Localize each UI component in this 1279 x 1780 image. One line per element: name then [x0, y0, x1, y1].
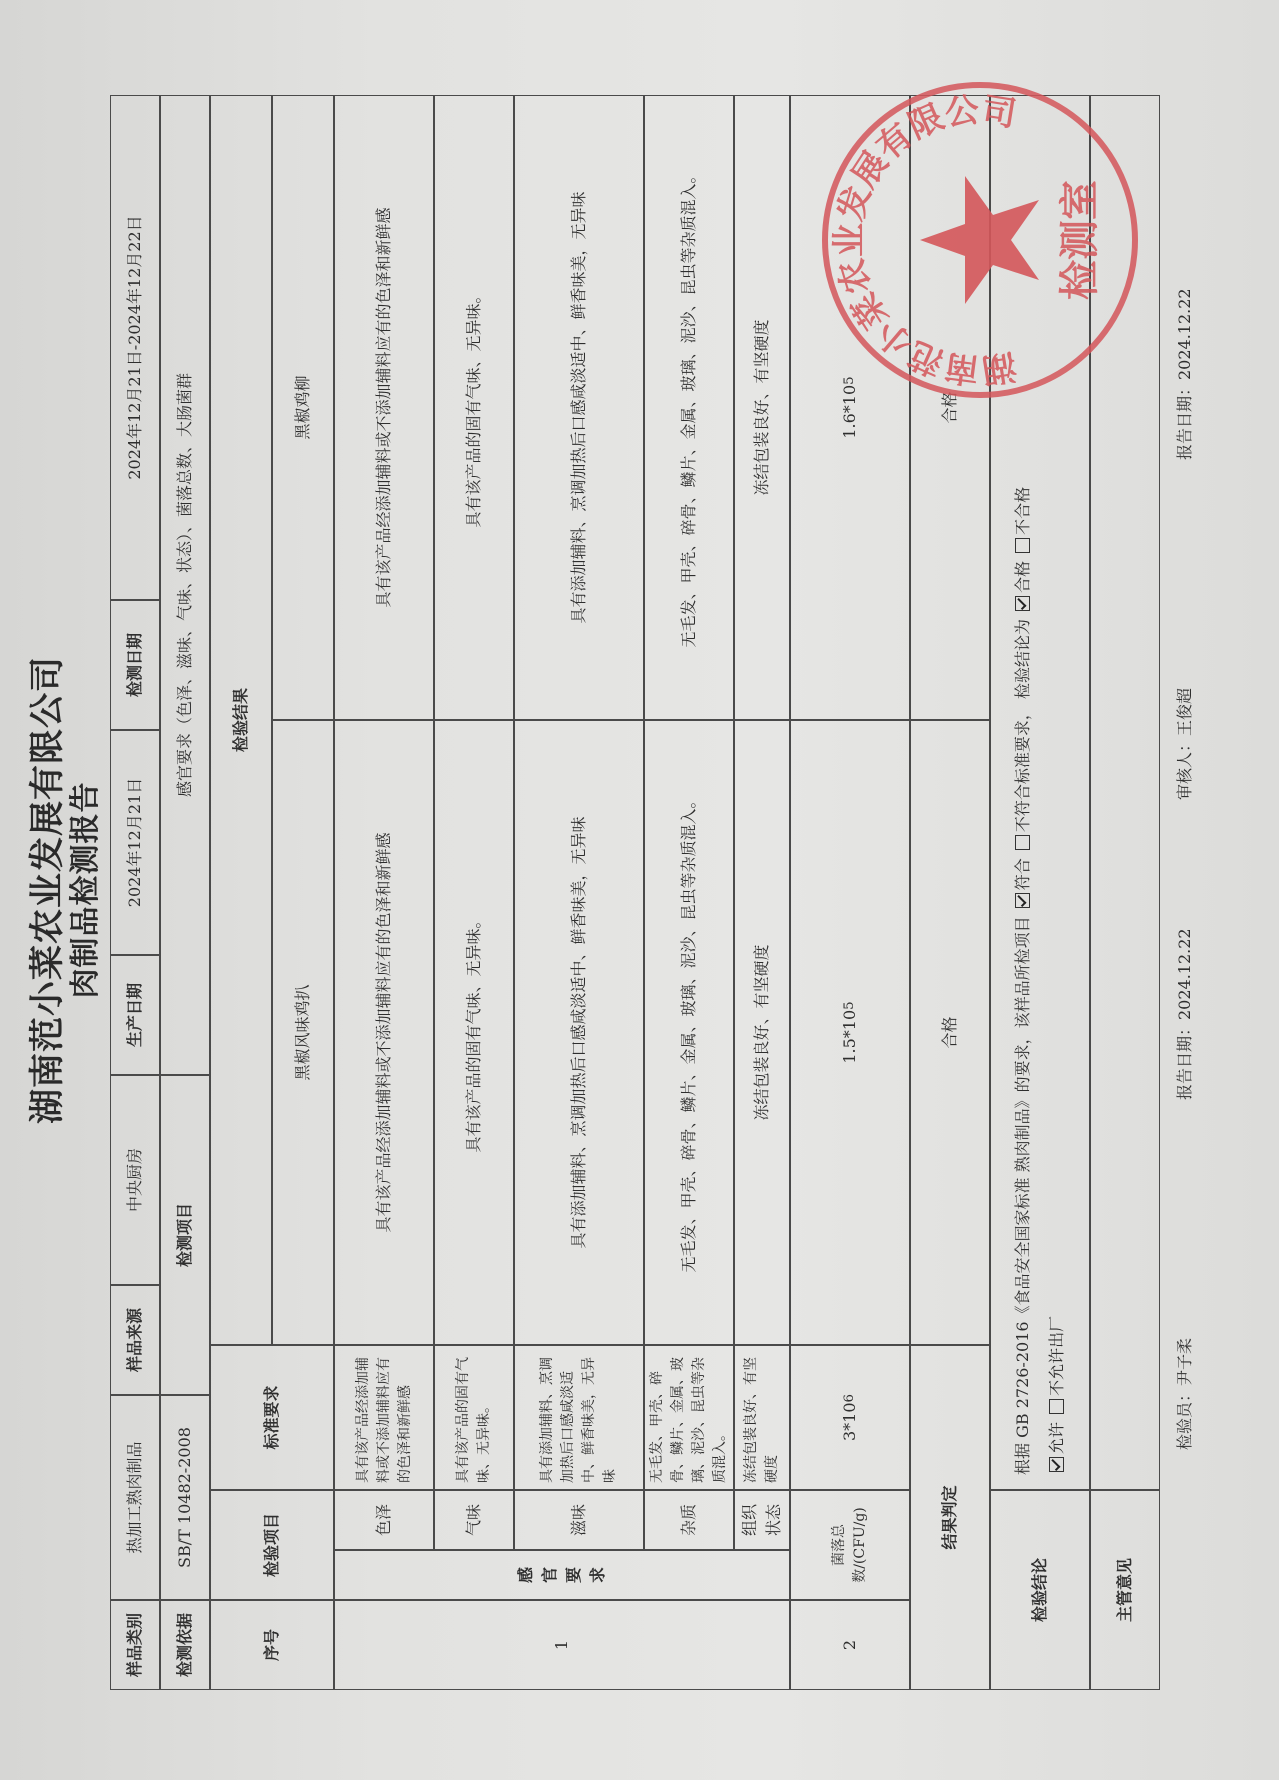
judge-result-2: 合格: [910, 95, 990, 720]
texture-result-2: 冻结包装良好、有坚硬度: [734, 95, 790, 720]
nonconform-label: 不符合标准要求，: [1013, 704, 1032, 833]
colony-standard-base: 3*10: [840, 1402, 859, 1442]
manager-label: 主管意见: [1090, 1490, 1160, 1690]
impurity-item: 杂质: [644, 1490, 734, 1550]
judge-result-1: 合格: [910, 720, 990, 1345]
impurity-standard: 无毛发、甲壳、碎骨、鳞片、金属、玻璃、泥沙、昆虫等杂质混入。: [644, 1345, 734, 1490]
header-seq: 序号: [210, 1600, 334, 1690]
report-date-1: 报告日期：2024.12.22: [1175, 928, 1194, 1100]
report-date-2: 报告日期：2024.12.22: [1175, 288, 1194, 460]
prod-date-label: 生产日期: [110, 955, 160, 1075]
impurity-result-2: 无毛发、甲壳、碎骨、鳞片、金属、玻璃、泥沙、昆虫等杂质混入。: [644, 95, 734, 720]
allow-label: 允许: [1047, 1421, 1066, 1454]
smell-standard: 具有该产品的固有气味、无异味。: [434, 1345, 514, 1490]
color-result-1: 具有该产品经添加辅料或不添加辅料应有的色泽和新鲜感: [334, 720, 434, 1345]
sensory-group-label: 感官要求: [334, 1550, 790, 1600]
reviewer: 审核人：王俊超: [1175, 687, 1194, 800]
deny-label: 不允许出厂: [1047, 1315, 1066, 1396]
sample-1-name: 黑椒风味鸡扒: [272, 720, 334, 1345]
items-value: 感官要求（色泽、滋味、气味、状态）、菌落总数、大肠菌群: [160, 95, 210, 1075]
texture-item: 组织状态: [734, 1490, 790, 1550]
taste-result-2: 具有添加辅料、烹调加热后口感咸淡适中、鲜香味美，无异味: [514, 95, 644, 720]
colony-standard-exp: 6: [842, 1393, 857, 1403]
taste-item: 滋味: [514, 1490, 644, 1550]
impurity-result-1: 无毛发、甲壳、碎骨、鳞片、金属、玻璃、泥沙、昆虫等杂质混入。: [644, 720, 734, 1345]
colony-result-1: [790, 720, 910, 1345]
colony-item: 菌落总数/(CFU/g): [790, 1490, 910, 1600]
row-seq-1: 1: [334, 1600, 790, 1690]
fail-label: 不合格: [1013, 486, 1032, 535]
stamp-ring-text: 湖南范小菜农业发展有限公司: [829, 90, 1020, 390]
source-value: 中央厨房: [110, 1075, 160, 1285]
items-label: 检测项目: [160, 1075, 210, 1395]
conclusion-label: 检验结论: [990, 1490, 1090, 1690]
test-date-value: 2024年12月21日-2024年12月22日: [110, 95, 160, 600]
color-standard: 具有该产品经添加辅料或不添加辅料应有的色泽和新鲜感: [334, 1345, 434, 1490]
report-title: 肉制品检测报告: [68, 781, 103, 999]
company-title: 湖南范小菜农业发展有限公司: [27, 656, 68, 1125]
source-label: 样品来源: [110, 1285, 160, 1395]
pass-checkbox[interactable]: [1015, 596, 1030, 611]
texture-result-1: 冻结包装良好、有坚硬度: [734, 720, 790, 1345]
color-result-2: 具有该产品经添加辅料或不添加辅料应有的色泽和新鲜感: [334, 95, 434, 720]
row-seq-2: 2: [790, 1600, 910, 1690]
judge-label: 结果判定: [910, 1345, 990, 1690]
taste-standard: 具有添加辅料、烹调加热后口感咸淡适中、鲜香味美，无异味: [514, 1345, 644, 1490]
category-label: 样品类别: [110, 1600, 160, 1690]
nonconform-checkbox[interactable]: [1015, 835, 1030, 850]
smell-item: 气味: [434, 1490, 514, 1550]
colony-result-1-exp: 5: [842, 1001, 857, 1010]
stamp-star-icon: [920, 176, 1039, 304]
smell-result-2: 具有该产品的固有气味、无异味。: [434, 95, 514, 720]
inspection-stamp: [815, 75, 1145, 405]
basis-label: 检测依据: [160, 1600, 210, 1690]
header-standard: 标准要求: [210, 1345, 334, 1490]
header-result: 检验结果: [210, 95, 272, 1345]
sample-2-name: 黑椒鸡柳: [272, 95, 334, 720]
colony-standard: [790, 1345, 910, 1490]
category-value: 热加工熟肉制品: [110, 1395, 160, 1600]
test-date-label: 检测日期: [110, 600, 160, 730]
pass-label: 合格: [1013, 560, 1032, 593]
conclusion-text-1: 根据 GB 2726-2016《食品安全国家标准 熟肉制品》的要求，该样品所检项目: [1013, 916, 1032, 1475]
prod-date-value: 2024年12月21日: [110, 730, 160, 955]
basis-value: SB/T 10482-2008: [160, 1395, 210, 1600]
allow-checkbox[interactable]: [1049, 1457, 1064, 1472]
conclusion-text-2: 检验结论为: [1013, 619, 1032, 700]
colony-result-1-base: 1.5*10: [840, 1009, 859, 1064]
smell-result-1: 具有该产品的固有气味、无异味。: [434, 720, 514, 1345]
inspector: 检验员：尹子柔: [1175, 1337, 1194, 1450]
header-item: 检验项目: [210, 1490, 334, 1600]
color-item: 色泽: [334, 1490, 434, 1550]
conform-checkbox[interactable]: [1015, 893, 1030, 908]
colony-result-2-exp: 5: [842, 376, 857, 385]
taste-result-1: 具有添加辅料、烹调加热后口感咸淡适中、鲜香味美，无异味: [514, 720, 644, 1345]
deny-checkbox[interactable]: [1049, 1399, 1064, 1414]
fail-checkbox[interactable]: [1015, 538, 1030, 553]
colony-result-2-base: 1.6*10: [840, 384, 859, 439]
conform-label: 符合: [1013, 858, 1032, 891]
stamp-center-text: 检测室: [1056, 180, 1103, 300]
texture-standard: 冻结包装良好、有坚硬度: [734, 1345, 790, 1490]
